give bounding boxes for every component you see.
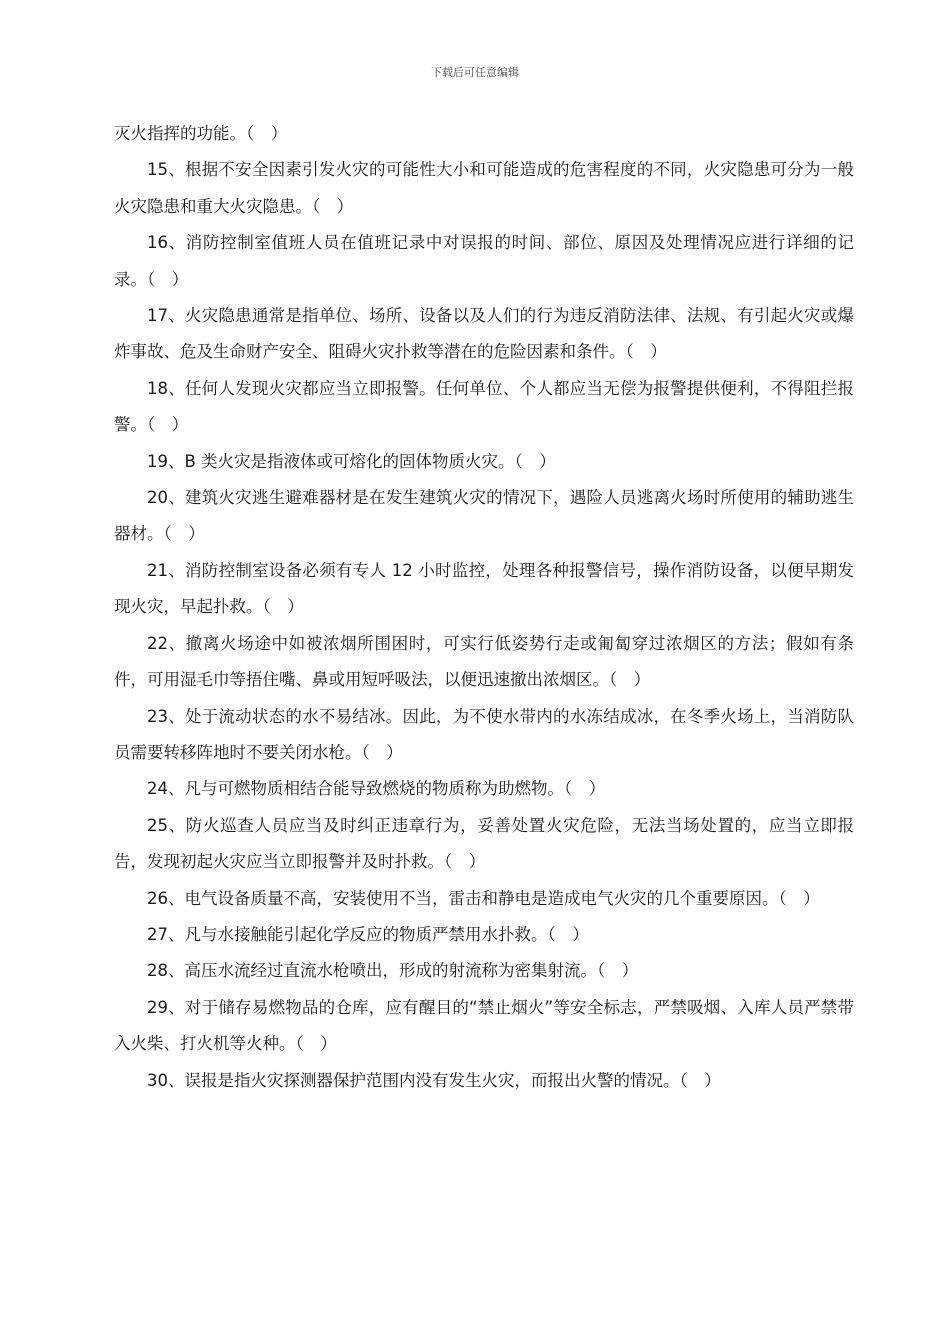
question-paragraph: 23、处于流动状态的水不易结冰。因此，为不使水带内的水冻结成冰，在冬季火场上，当消防队员需要转移阵地时不要关闭水枪。（ ） [114, 706, 854, 762]
question-paragraph: 27、凡与水接触能引起化学反应的物质严禁用水扑救。（ ） [147, 924, 589, 944]
question-paragraph: 28、高压水流经过直流水枪喷出，形成的射流称为密集射流。（ ） [147, 961, 639, 981]
question-paragraph: 21、消防控制室设备必须有专人 12 小时监控，处理各种报警信号，操作消防设备，以便早期发现火灾，早起扑救。（ ） [114, 560, 854, 617]
question-paragraph: 26、电气设备质量不高，安装使用不当，雷击和静电是造成电气火灾的几个重要原因。（ ） [147, 888, 820, 908]
question-paragraph: 29、对于储存易燃物品的仓库，应有醒目的“禁止烟火”等安全标志，严禁吸烟、入库人员严禁带入火柴、打火机等火种。（ ） [114, 997, 854, 1054]
question-paragraph: 15、根据不安全因素引发火灾的可能性大小和可能造成的危害程度的不同，火灾隐患可分为一般火灾隐患和重大火灾隐患。（ ） [114, 160, 854, 216]
question-paragraph: 18、任何人发现火灾都应当立即报警。任何单位、个人都应当无偿为报警提供便利，不得阻拦报警。（ ） [114, 378, 854, 435]
question-paragraph: 17、火灾隐患通常是指单位、场所、设备以及人们的行为违反消防法律、法规、有引起火灾或爆炸事故、危及生命财产安全、阻碍火灾扑救等潜在的危险因素和条件。（ ） [114, 306, 854, 362]
question-paragraph: 30、误报是指火灾探测器保护范围内没有发生火灾，而报出火警的情况。（ ） [147, 1070, 721, 1090]
question-paragraph: 22、撤离火场途中如被浓烟所围困时，可实行低姿势行走或匍匐穿过浓烟区的方法；假如有条件，可用湿毛巾等捂住嘴、鼻或用短呼吸法，以便迅速撤出浓烟区。（ ） [114, 633, 854, 690]
document-body [114, 116, 854, 1099]
question-paragraph: 19、B 类火灾是指液体或可熔化的固体物质火灾。（ ） [147, 451, 556, 471]
question-paragraph: 16、消防控制室值班人员在值班记录中对误报的时间、部位、原因及处理情况应进行详细的记录。（ ） [114, 233, 854, 289]
question-paragraph: 灭火指挥的功能。（ ） [114, 124, 288, 143]
question-paragraph: 25、防火巡查人员应当及时纠正违章行为，妥善处置火灾危险，无法当场处置的，应当立即报告，发现初起火灾应当立即报警并及时扑救。（ ） [114, 815, 854, 872]
question-paragraph: 20、建筑火灾逃生避难器材是在发生建筑火灾的情况下，遇险人员逃离火场时所使用的辅助逃生器材。（ ） [114, 488, 854, 544]
page-header: 下载后可任意编辑 [431, 66, 519, 79]
question-paragraph: 24、凡与可燃物质相结合能导致燃烧的物质称为助燃物。（ ） [147, 779, 606, 799]
